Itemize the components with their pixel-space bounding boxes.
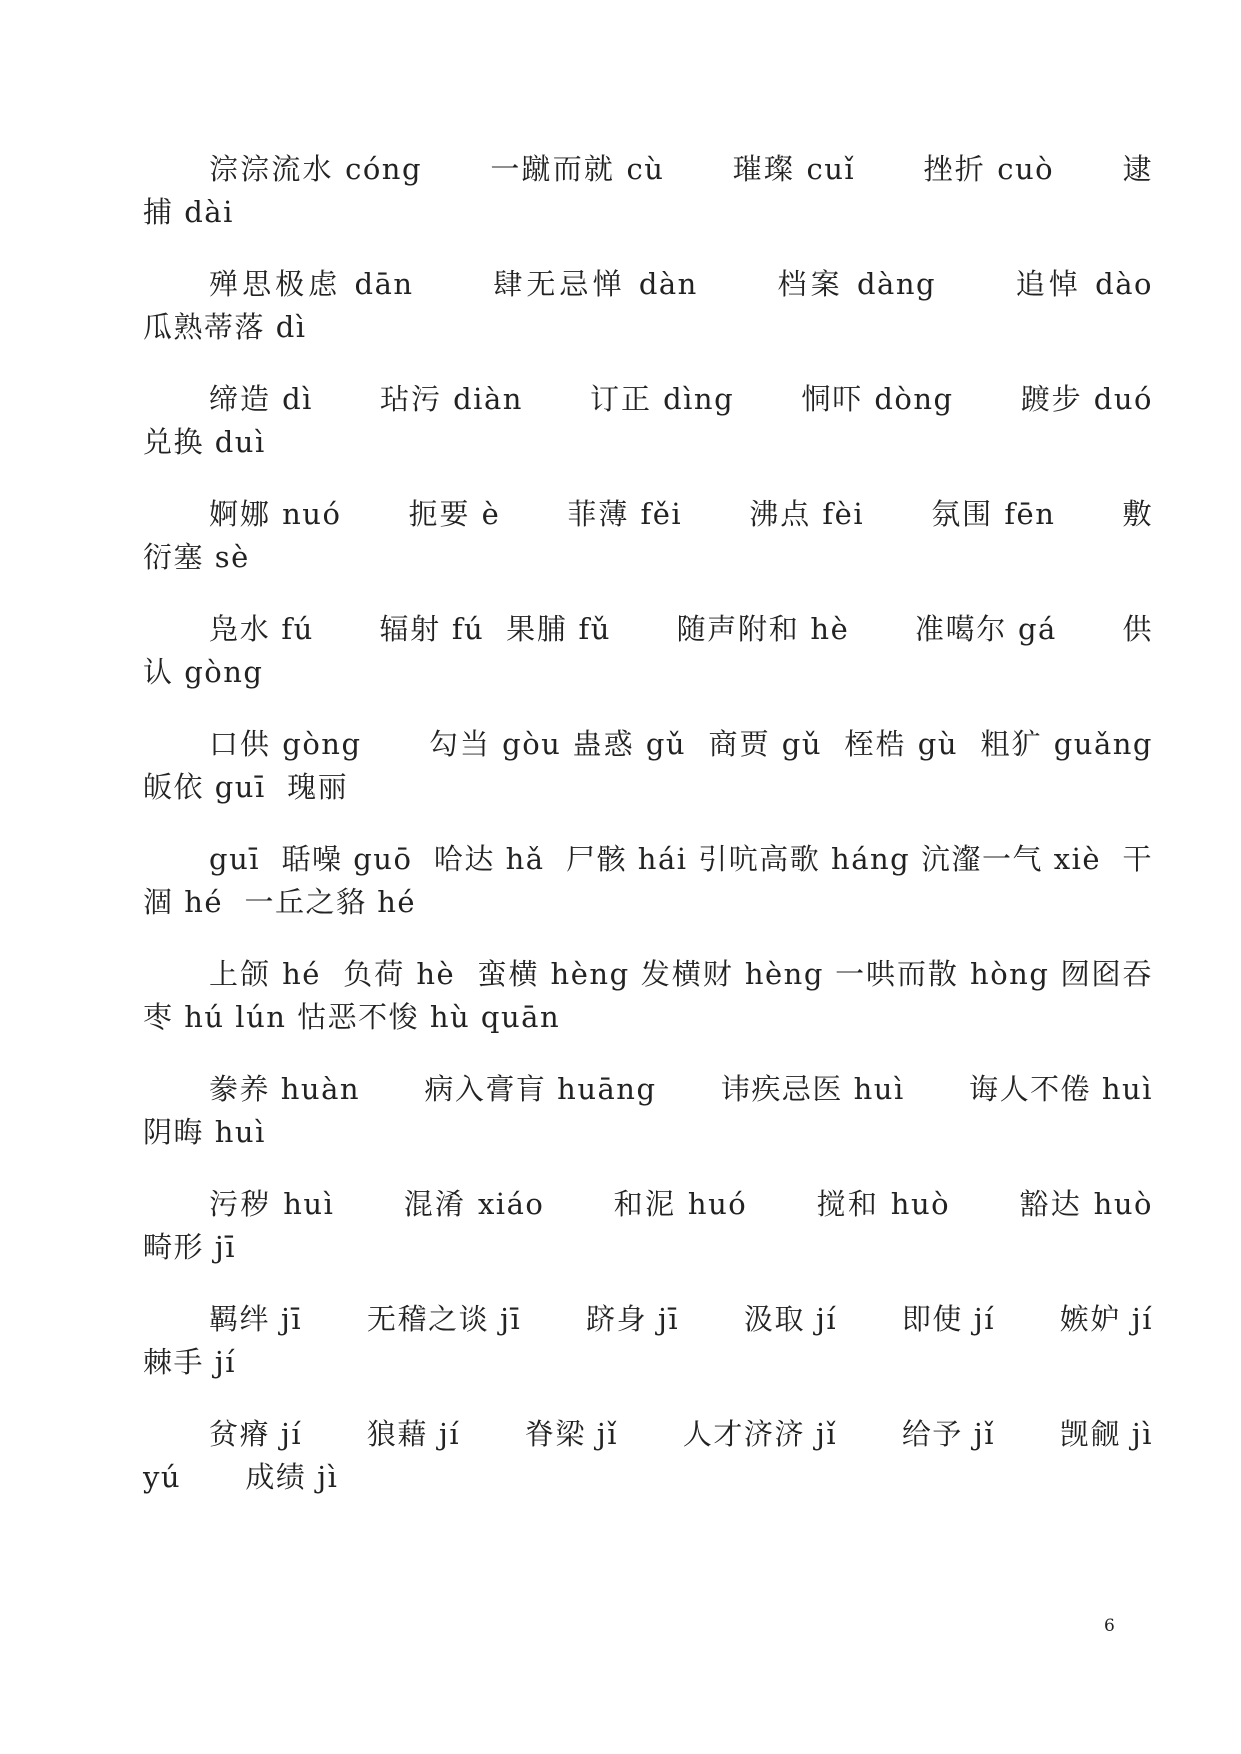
word-paragraph-8: 上颌 hé 负荷 hè 蛮横 hèng 发横财 hèng 一哄而散 hòng 囫囵吞枣 hú lún 怙恶不悛 hù quān bbox=[143, 957, 1153, 1034]
word-paragraph-1: 淙淙流水 cóng 一蹴而就 cù 璀璨 cuǐ 挫折 cuò 逮捕 dài bbox=[143, 152, 1153, 229]
word-paragraph-3: 缔造 dì 玷污 diàn 订正 dìng 恫吓 dòng 踱步 duó 兑换 duì bbox=[143, 382, 1218, 459]
word-paragraph-12: 贫瘠 jí 狼藉 jí 脊梁 jǐ 人才济济 jǐ 给予 jǐ 觊觎 jì yú 成绩 jì bbox=[143, 1417, 1164, 1494]
word-paragraph-5: 凫水 fú 辐射 fú 果脯 fǔ 随声附和 hè 准噶尔 gá 供认 gòng bbox=[143, 612, 1153, 689]
word-paragraph-6: 口供 gòng 勾当 gòu 蛊惑 gǔ 商贾 gǔ 桎梏 gù 粗犷 guǎng 皈依 guī 瑰丽 bbox=[143, 727, 1164, 804]
word-paragraph-4: 婀娜 nuó 扼要 è 菲薄 fěi 沸点 fèi 氛围 fēn 敷衍塞 sè bbox=[143, 497, 1153, 574]
word-paragraph-9: 豢养 huàn 病入膏肓 huāng 讳疾忌医 huì 诲人不倦 huì 阴晦 huì bbox=[143, 1072, 1218, 1149]
page-number: 6 bbox=[1104, 1616, 1115, 1636]
word-paragraph-10: 污秽 huì 混淆 xiáo 和泥 huó 搅和 huò 豁达 huò 畸形 jī bbox=[143, 1187, 1218, 1264]
pinyin-word-list bbox=[143, 148, 1218, 1528]
word-paragraph-2: 殚思极虑 dān 肆无忌惮 dàn 档案 dàng 追悼 dào 瓜熟蒂落 dì bbox=[143, 267, 1218, 344]
word-paragraph-7: guī 聒噪 guō 哈达 hǎ 尸骸 hái 引吭高歌 háng 沆瀣一气 xiè 干涸 hé 一丘之貉 hé bbox=[143, 842, 1153, 919]
word-paragraph-11: 羁绊 jī 无稽之谈 jī 跻身 jī 汲取 jí 即使 jí 嫉妒 jí 棘手 jí bbox=[143, 1302, 1218, 1379]
